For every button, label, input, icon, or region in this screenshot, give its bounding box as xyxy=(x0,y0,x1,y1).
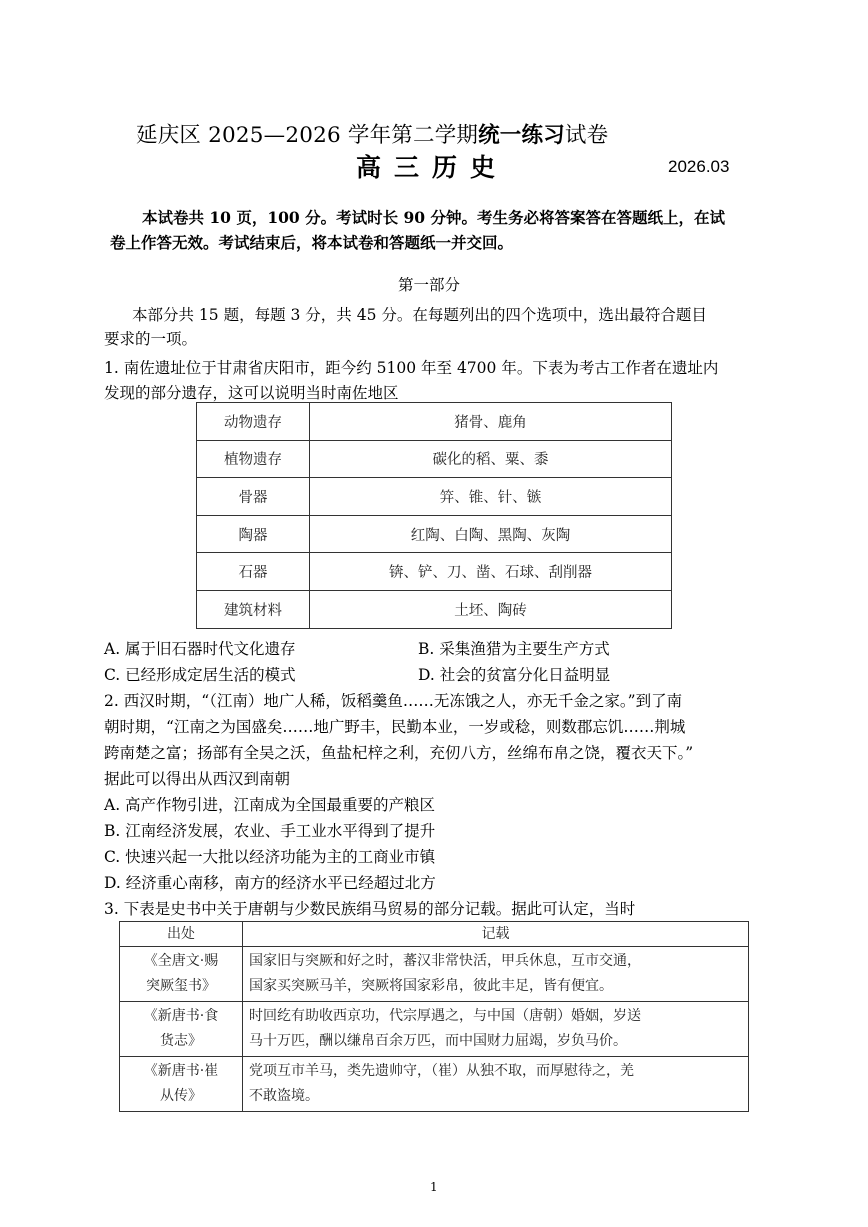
q2-option-a[interactable]: A. 高产作物引进，江南成为全国最重要的产粮区 xyxy=(104,796,436,814)
page-number: 1 xyxy=(430,1180,438,1194)
q2-stem-line-4: 据此可以得出从西汉到南朝 xyxy=(104,770,291,788)
notice-line-1: 本试卷共 10 页，100 分。考试时长 90 分钟。考生务必将答案答在答题纸上，在试 xyxy=(142,208,725,227)
part-intro-line-1: 本部分共 15 题，每题 3 分，共 45 分。在每题列出的四个选项中，选出最符合题目 xyxy=(132,306,707,324)
table-row xyxy=(197,440,672,478)
table-row xyxy=(120,1057,749,1112)
source-line: 从传》 xyxy=(160,1088,202,1104)
relic-items: 猪骨、鹿角 xyxy=(310,403,672,441)
header-record: 记载 xyxy=(243,922,749,947)
relic-type: 动物遗存 xyxy=(197,403,310,441)
q2-option-b[interactable]: B. 江南经济发展，农业、手工业水平得到了提升 xyxy=(104,822,436,840)
source-line: 突厥玺书》 xyxy=(146,978,216,994)
relic-type: 陶器 xyxy=(197,515,310,553)
table-row xyxy=(197,515,672,553)
exam-date: 2026.03 xyxy=(668,157,730,176)
subject-title: 高三历史 xyxy=(356,153,509,182)
relic-items: 红陶、白陶、黑陶、灰陶 xyxy=(310,515,672,553)
title-prefix: 延庆区 2025—2026 学年第二学期 xyxy=(136,123,479,148)
table-row xyxy=(197,478,672,516)
table-row xyxy=(197,590,672,628)
title-bold: 统一练习 xyxy=(478,123,565,148)
part-intro-line-2: 要求的一项。 xyxy=(104,330,198,348)
q3-stem: 3. 下表是史书中关于唐朝与少数民族绢马贸易的部分记载。据此可认定，当时 xyxy=(104,900,636,918)
record-source xyxy=(120,1002,243,1057)
q2-stem-line-2: 朝时期，“江南之为国盛矣……地广野丰，民勤本业，一岁或稔，则数郡忘饥……荆城 xyxy=(104,718,686,736)
record-line: 国家旧与突厥和好之时，蕃汉非常快活，甲兵休息，互市交通， xyxy=(249,953,641,969)
source-line: 《新唐书·食 xyxy=(143,1008,219,1024)
table-row xyxy=(197,553,672,591)
table-row xyxy=(120,947,749,1002)
record-text xyxy=(243,1057,749,1112)
relic-type: 石器 xyxy=(197,553,310,591)
record-line: 时回纥有助收西京功，代宗厚遇之，与中国（唐朝）婚姻，岁送 xyxy=(249,1008,641,1024)
table-header-row xyxy=(120,922,749,947)
q2-stem-line-1: 2. 西汉时期，“（江南）地广人稀，饭稻羹鱼……无冻饿之人，亦无千金之家。”到了南 xyxy=(104,692,683,710)
title-suffix: 试卷 xyxy=(564,123,609,148)
source-line: 货志》 xyxy=(160,1033,202,1049)
relic-type: 建筑材料 xyxy=(197,590,310,628)
relic-type: 骨器 xyxy=(197,478,310,516)
q2-stem-line-3: 跨南楚之富；扬部有全吴之沃，鱼盐杞梓之利，充仞八方，丝绵布帛之饶，覆衣天下。” xyxy=(104,744,694,762)
notice-line-2: 卷上作答无效。考试结束后，将本试卷和答题纸一并交回。 xyxy=(110,233,514,252)
relic-items: 笄、锥、针、镞 xyxy=(310,478,672,516)
record-line: 党项互市羊马，类先遗帅守，（崔）从独不取，而厚慰待之，羌 xyxy=(249,1063,634,1079)
record-text xyxy=(243,1002,749,1057)
q2-option-d[interactable]: D. 经济重心南移，南方的经济水平已经超过北方 xyxy=(104,874,436,892)
q1-option-c[interactable]: C. 已经形成定居生活的模式 xyxy=(104,666,296,684)
q2-option-c[interactable]: C. 快速兴起一大批以经济功能为主的工商业市镇 xyxy=(104,848,436,866)
source-line: 《全唐文·赐 xyxy=(143,953,219,969)
relic-items: 锛、铲、刀、凿、石球、刮削器 xyxy=(310,553,672,591)
q1-stem-line-1: 1. 南佐遗址位于甘肃省庆阳市，距今约 5100 年至 4700 年。下表为考古工作者在遗址内 xyxy=(104,359,719,377)
section-title: 第一部分 xyxy=(398,276,461,294)
record-line: 马十万匹，酬以缣帛百余万匹，而中国财力屈竭，岁负马价。 xyxy=(249,1033,627,1049)
q3-records-table xyxy=(119,921,749,1112)
source-line: 《新唐书·崔 xyxy=(143,1063,219,1079)
q1-relics-table xyxy=(196,402,672,629)
q1-option-b[interactable]: B. 采集渔猎为主要生产方式 xyxy=(418,640,610,658)
record-text xyxy=(243,947,749,1002)
header-source: 出处 xyxy=(120,922,243,947)
q1-option-d[interactable]: D. 社会的贫富分化日益明显 xyxy=(418,666,611,684)
record-line: 国家买突厥马羊，突厥将国家彩帛，彼此丰足，皆有便宜。 xyxy=(249,978,613,994)
exam-title xyxy=(136,118,608,149)
relic-items: 碳化的稻、粟、黍 xyxy=(310,440,672,478)
q1-stem-line-2: 发现的部分遗存，这可以说明当时南佐地区 xyxy=(104,384,399,402)
relic-items: 土坯、陶砖 xyxy=(310,590,672,628)
record-source xyxy=(120,1057,243,1112)
record-source xyxy=(120,947,243,1002)
table-row xyxy=(197,403,672,441)
relic-type: 植物遗存 xyxy=(197,440,310,478)
q1-option-a[interactable]: A. 属于旧石器时代文化遗存 xyxy=(104,640,296,658)
table-row xyxy=(120,1002,749,1057)
record-line: 不敢盗境。 xyxy=(249,1088,319,1104)
